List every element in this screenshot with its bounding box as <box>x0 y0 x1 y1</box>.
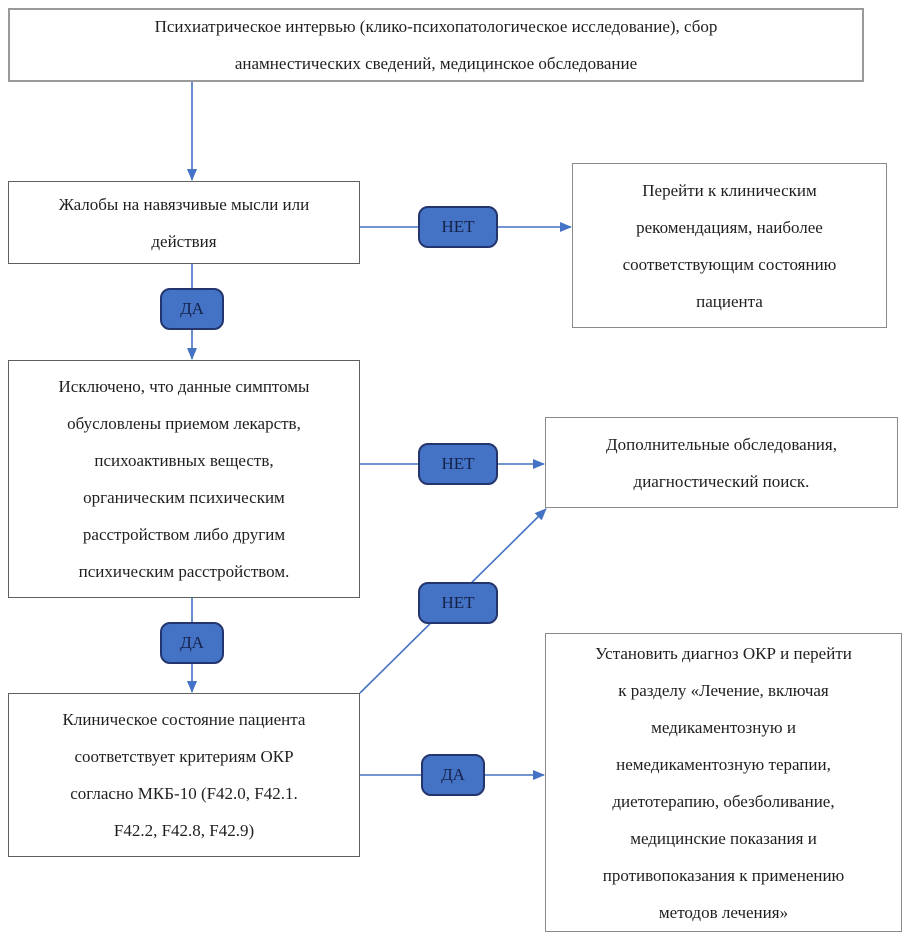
node-text-line: Психиатрическое интервью (клико-психопатологическое исследование), сбор <box>154 17 718 36</box>
node-goto-other-guidelines <box>572 163 887 328</box>
node-text-line: Исключено, что данные симптомы <box>58 377 310 396</box>
node-text-line: соответствует критериям ОКР <box>74 747 294 766</box>
decision-label-yes-3: ДА <box>421 754 485 796</box>
node-text-line: противопоказания к применению <box>602 865 845 885</box>
node-text-line: пациента <box>696 291 763 311</box>
node-text-line: F42.2, F42.8, F42.9) <box>113 821 255 840</box>
node-symptoms-excluded <box>8 360 360 598</box>
node-text-line: Дополнительные обследования, <box>606 434 837 454</box>
node-text-line: диетотерапию, обезболивание, <box>612 791 835 811</box>
node-complaints <box>8 181 360 264</box>
node-text-line: Перейти к клиническим <box>642 180 817 200</box>
node-establish-diagnosis <box>545 633 902 932</box>
node-text-line: органическим психическим <box>83 488 285 507</box>
node-text-line: психоактивных веществ, <box>94 451 274 470</box>
node-text-line: Жалобы на навязчивые мысли или <box>58 194 310 214</box>
node-text-line: рекомендациям, наиболее <box>636 217 823 237</box>
node-text-line: Клиническое состояние пациента <box>62 710 306 729</box>
decision-label-no-1: НЕТ <box>418 206 498 248</box>
node-text-line: Установить диагноз ОКР и перейти <box>595 643 852 663</box>
node-text-line: соответствующим состоянию <box>622 254 837 274</box>
decision-label-no-2: НЕТ <box>418 443 498 485</box>
decision-label-yes-1: ДА <box>160 288 224 330</box>
node-text-line: согласно МКБ-10 (F42.0, F42.1. <box>70 784 298 803</box>
node-text-line: анамнестических сведений, медицинское обследование <box>234 54 638 73</box>
node-text-line: действия <box>151 231 217 251</box>
node-text-line: обусловлены приемом лекарств, <box>67 414 301 433</box>
node-text-line: расстройством либо другим <box>82 525 286 544</box>
node-text-line: диагностический поиск. <box>633 471 810 491</box>
node-text-line: немедикаментозную терапии, <box>616 754 831 774</box>
decision-label-yes-2: ДА <box>160 622 224 664</box>
decision-label-no-3: НЕТ <box>418 582 498 624</box>
node-meets-ocd-criteria <box>8 693 360 857</box>
node-text-line: методов лечения» <box>658 902 789 922</box>
node-text-line: медицинские показания и <box>630 828 817 848</box>
node-additional-examinations <box>545 417 898 508</box>
node-text-line: медикаментозную и <box>651 717 796 737</box>
node-text-line: к разделу «Лечение, включая <box>618 680 829 700</box>
node-text-line: психическим расстройством. <box>78 562 290 581</box>
node-psychiatric-interview <box>8 8 864 82</box>
